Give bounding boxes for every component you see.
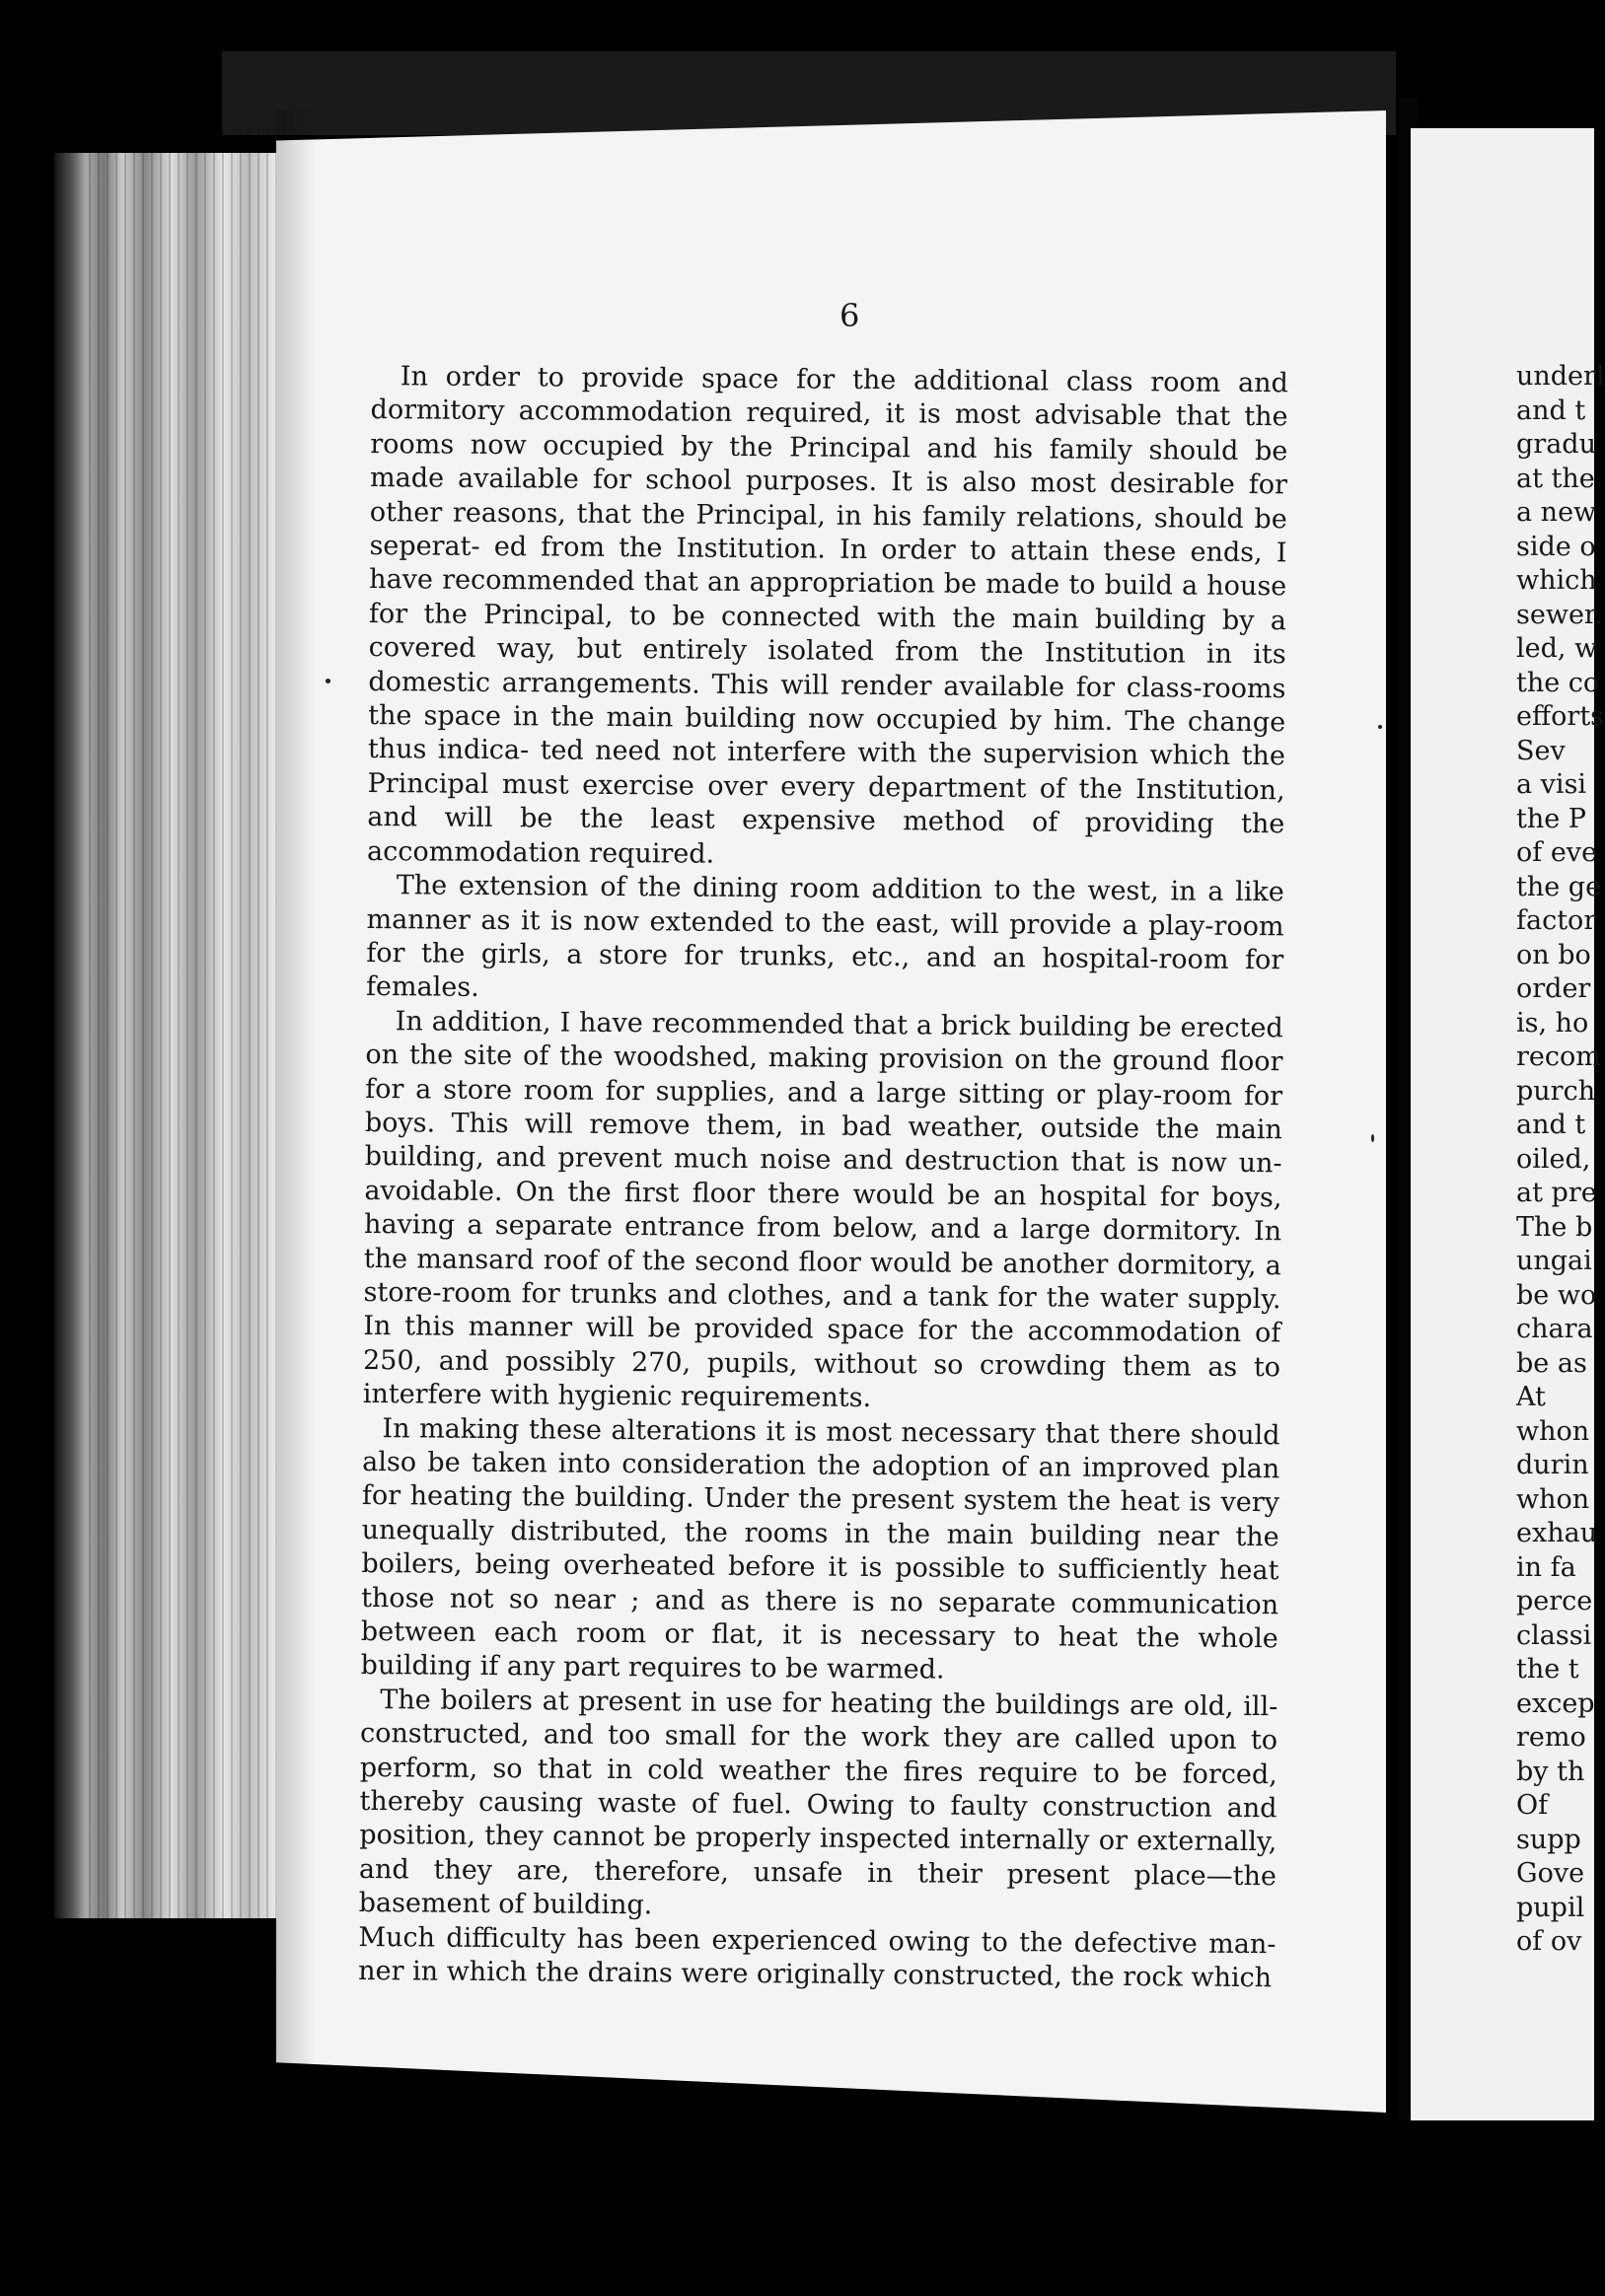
facing-page-line: and t (1516, 1110, 1586, 1140)
facing-page-line: sewer. (1516, 599, 1603, 630)
facing-page-line: at the (1516, 463, 1595, 494)
facing-page-line: remo (1516, 1722, 1586, 1753)
facing-page-line: at pre (1516, 1178, 1597, 1208)
page-gutter-shadow (276, 110, 316, 2113)
facing-page-line: supp (1516, 1824, 1581, 1855)
facing-page-line: the ge (1516, 871, 1602, 902)
facing-page-line: whon (1516, 1415, 1590, 1447)
page-number: 6 (839, 297, 860, 334)
facing-page-line: side o (1516, 531, 1596, 562)
facing-page-text (1516, 360, 1605, 1960)
facing-page-line: be wo (1516, 1279, 1597, 1311)
dust-speck (1378, 725, 1382, 729)
dust-speck (326, 679, 330, 683)
facing-page-line: of ov (1516, 1926, 1582, 1957)
facing-page-line: which (1516, 565, 1597, 596)
facing-page-line: gradu (1516, 429, 1596, 460)
paragraph: In order to provide space for the additional class room and dormitory accommodation required, it is most advisable that the rooms now occupied by the Principal and his family should be made available for school purposes. It is also most desirable for other reasons, that the Principal, in his family relations, should be seperat- ed from the Institution. In order to attain these ends, I have recommended that an appropriation be made to build a house for the Principal, to be connected with the main building by a covered way, but entirely isolated from the Institution in its domestic arrangements. This will render available for class-rooms the space in the main building now occupied by him. The change thus indica- ted need not interfere with the supervision which the Principal must exercise over every department of the Institution, and will be the least expensive method of providing the accommodation required. (366, 361, 1288, 870)
facing-page-line: chara (1516, 1314, 1593, 1344)
facing-page-line: the co (1516, 667, 1600, 698)
facing-page-line: is, ho (1516, 1007, 1589, 1039)
facing-page-line: Of (1516, 1790, 1549, 1821)
facing-page-line: whon (1516, 1483, 1590, 1515)
facing-page-line: exhau (1516, 1518, 1598, 1548)
facing-page-line: pupil (1516, 1892, 1585, 1923)
paragraph: In addition, I have recommended that a brick building be erected on the site of the woodshed, making provision on the ground floor for a store room for supplies, and a large sitting or play-room for boys. This will remove them, in bad weather, outside the main building, and prevent much noise and destruction that is now un- avoidable. On the first floor there would be an hospital for boys, having a separate entrance from below, and a large dormitory. In the mansard roof of the second floor would be another dormitory, a store-room for trunks and clothes, and a tank for the water supply. In this manner will be provided space for the accommodation of 250, and possibly 270, pupils, without so crowding them as to interfere with hygienic requirements. (362, 1005, 1283, 1414)
facing-page-line: led, w (1516, 633, 1598, 664)
page-body (358, 360, 1288, 1996)
facing-page-line: efforts (1516, 701, 1605, 732)
facing-page-line: durin (1516, 1450, 1589, 1480)
facing-page-line: the t (1516, 1654, 1579, 1685)
facing-page-line: and t (1516, 395, 1586, 426)
facing-page-line: of eve (1516, 837, 1598, 868)
dust-speck (1371, 1134, 1374, 1142)
facing-page-line: The b (1516, 1211, 1593, 1243)
facing-page-line: a new (1516, 497, 1597, 528)
facing-page-line: a visi (1516, 769, 1587, 800)
facing-page-line: At (1516, 1382, 1546, 1412)
facing-page-line: Sev (1516, 735, 1566, 766)
facing-page-line: factor (1516, 905, 1597, 936)
facing-page-line: excep (1516, 1687, 1595, 1719)
facing-page-line: by th (1516, 1756, 1585, 1787)
facing-page-line: on bo (1516, 939, 1591, 970)
facing-page-line: in fa (1516, 1551, 1576, 1583)
paragraph: Much difficulty has been experienced owing to the defective man- ner in which the drains were originally constructed, the rock which (358, 1921, 1277, 1994)
paragraph: In making these alterations it is most necessary that there should also be taken into consideration the adoption of an improved plan for heating the building. Under the present system the heat is very unequally distributed, the rooms in the main building near the boilers, being overheated before it is possible to sufficiently heat those not so near ; and as there is no separate communication between each room or flat, it is necessary to heat the whole building if any part requires to be warmed. (360, 1412, 1280, 1686)
paragraph: The boilers at present in use for heating the buildings are old, ill-constructed, and too small for the work they are called upon to perform, so that in cold weather the fires require to be forced, thereby causing waste of fuel. Owing to faulty construction and position, they cannot be properly inspected internally or externally, and they are, therefore, unsafe in their present place—the basement of building. (358, 1684, 1278, 1921)
facing-page-line: purch (1516, 1075, 1596, 1107)
facing-page-line: Gove (1516, 1858, 1585, 1889)
scan-bottom-margin (0, 2120, 1594, 2296)
facing-page-line: the P (1516, 803, 1586, 834)
facing-page-line: recom (1516, 1041, 1601, 1072)
paragraph: The extension of the dining room addition to the west, in a like manner as it is now extended to the east, will provide a play-room for the girls, a store for trunks, etc., and an hospital-room for females. (365, 870, 1284, 1004)
facing-page-line: order (1516, 973, 1591, 1004)
facing-page-line: classi (1516, 1619, 1592, 1651)
facing-page-line: ungai (1516, 1246, 1592, 1276)
page-stack-lines (89, 128, 276, 1923)
facing-page-line: be as (1516, 1347, 1587, 1379)
facing-page-line: perce (1516, 1586, 1593, 1616)
facing-page-line: underl (1516, 361, 1605, 392)
facing-page-line: oiled, (1516, 1143, 1591, 1175)
